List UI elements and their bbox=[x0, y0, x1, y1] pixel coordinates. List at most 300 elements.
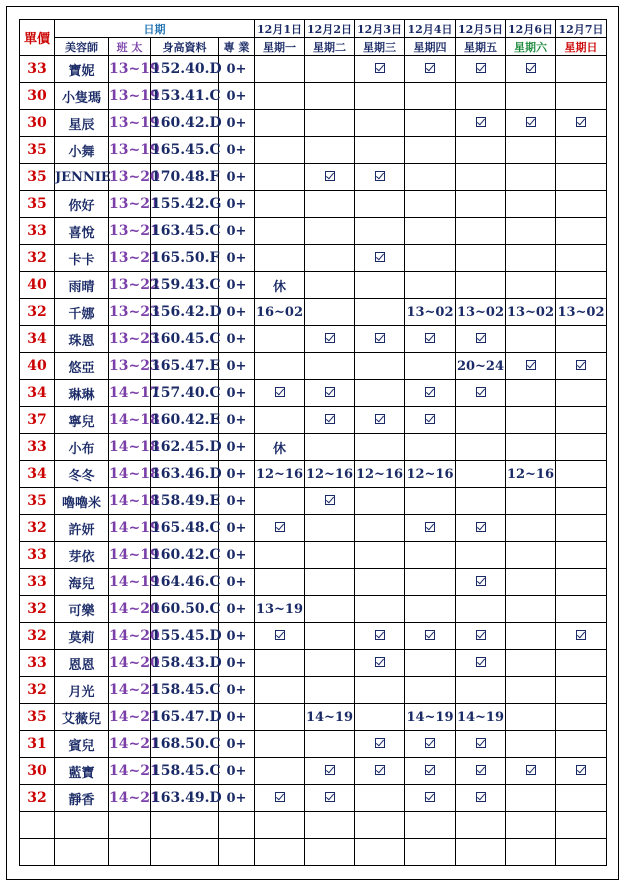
shift-cell: 13~19 bbox=[109, 137, 151, 164]
schedule-cell bbox=[305, 650, 355, 677]
schedule-cell bbox=[405, 542, 456, 569]
schedule-cell bbox=[255, 110, 305, 137]
price-header: 單價 bbox=[20, 20, 55, 56]
schedule-cell bbox=[405, 191, 456, 218]
checkbox-cell bbox=[405, 515, 456, 542]
schedule-cell bbox=[506, 542, 556, 569]
schedule-cell bbox=[405, 488, 456, 515]
specialty-cell: 0+ bbox=[219, 56, 255, 83]
checkbox-icon bbox=[325, 414, 335, 424]
schedule-cell bbox=[305, 839, 355, 866]
schedule-cell bbox=[355, 542, 405, 569]
checkbox-cell bbox=[355, 407, 405, 434]
schedule-cell: 13~02 bbox=[456, 299, 506, 326]
specialty-cell bbox=[219, 839, 255, 866]
schedule-cell bbox=[355, 596, 405, 623]
specialty-cell: 0+ bbox=[219, 245, 255, 272]
shift-cell: 14~19 bbox=[109, 542, 151, 569]
beautician-name: 芽依 bbox=[55, 542, 109, 569]
specialty-cell: 0+ bbox=[219, 731, 255, 758]
price-cell bbox=[20, 812, 55, 839]
schedule-cell bbox=[506, 380, 556, 407]
checkbox-icon bbox=[325, 333, 335, 343]
schedule-cell: 12~16 bbox=[405, 461, 456, 488]
specialty-cell: 0+ bbox=[219, 326, 255, 353]
schedule-cell bbox=[556, 191, 607, 218]
checkbox-icon bbox=[425, 63, 435, 73]
checkbox-cell bbox=[456, 785, 506, 812]
table-row bbox=[20, 137, 607, 164]
beautician-name: 喜悅 bbox=[55, 218, 109, 245]
schedule-cell: 16~02 bbox=[255, 299, 305, 326]
price-cell: 32 bbox=[20, 245, 55, 272]
profile-cell: 165.50.F bbox=[151, 245, 219, 272]
table-row bbox=[20, 353, 607, 380]
schedule-cell bbox=[355, 110, 405, 137]
profile-cell: 158.49.E bbox=[151, 488, 219, 515]
schedule-cell bbox=[405, 839, 456, 866]
weekday-header: 星期三 bbox=[355, 38, 405, 56]
specialty-cell: 0+ bbox=[219, 569, 255, 596]
table-row bbox=[20, 650, 607, 677]
schedule-cell bbox=[255, 137, 305, 164]
schedule-cell bbox=[506, 83, 556, 110]
beautician-name bbox=[55, 839, 109, 866]
schedule-cell bbox=[355, 812, 405, 839]
shift-cell: 14~21 bbox=[109, 785, 151, 812]
schedule-cell bbox=[305, 434, 355, 461]
price-cell: 30 bbox=[20, 83, 55, 110]
checkbox-cell bbox=[456, 758, 506, 785]
schedule-cell bbox=[305, 56, 355, 83]
beautician-name: 小布 bbox=[55, 434, 109, 461]
checkbox-icon bbox=[375, 765, 385, 775]
checkbox-icon bbox=[476, 333, 486, 343]
checkbox-cell bbox=[556, 353, 607, 380]
schedule-cell bbox=[456, 596, 506, 623]
schedule-cell bbox=[556, 461, 607, 488]
checkbox-cell bbox=[355, 731, 405, 758]
schedule-cell bbox=[305, 272, 355, 299]
shift-cell: 13~20 bbox=[109, 164, 151, 191]
specialty-cell: 0+ bbox=[219, 488, 255, 515]
checkbox-icon bbox=[325, 495, 335, 505]
specialty-cell: 0+ bbox=[219, 191, 255, 218]
beautician-name: 恩恩 bbox=[55, 650, 109, 677]
schedule-cell bbox=[305, 812, 355, 839]
table-row bbox=[20, 83, 607, 110]
checkbox-cell bbox=[355, 56, 405, 83]
schedule-cell bbox=[556, 326, 607, 353]
checkbox-icon bbox=[375, 630, 385, 640]
weekday-header: 星期五 bbox=[456, 38, 506, 56]
checkbox-cell bbox=[456, 56, 506, 83]
schedule-cell bbox=[255, 353, 305, 380]
schedule-cell bbox=[355, 137, 405, 164]
schedule-cell bbox=[255, 758, 305, 785]
checkbox-icon bbox=[576, 117, 586, 127]
schedule-cell bbox=[355, 488, 405, 515]
price-cell: 30 bbox=[20, 110, 55, 137]
schedule-cell bbox=[506, 326, 556, 353]
shift-cell: 14~18 bbox=[109, 461, 151, 488]
table-row bbox=[20, 110, 607, 137]
shift-cell: 14~21 bbox=[109, 704, 151, 731]
checkbox-cell bbox=[456, 569, 506, 596]
checkbox-icon bbox=[375, 63, 385, 73]
checkbox-cell bbox=[405, 758, 456, 785]
price-cell: 33 bbox=[20, 434, 55, 461]
table-row bbox=[20, 785, 607, 812]
schedule-cell bbox=[506, 434, 556, 461]
checkbox-cell bbox=[456, 650, 506, 677]
profile-cell bbox=[151, 839, 219, 866]
checkbox-cell bbox=[355, 623, 405, 650]
checkbox-icon bbox=[325, 171, 335, 181]
schedule-cell bbox=[405, 272, 456, 299]
checkbox-cell bbox=[456, 326, 506, 353]
schedule-cell bbox=[456, 461, 506, 488]
checkbox-cell bbox=[355, 758, 405, 785]
profile-cell: 164.46.C bbox=[151, 569, 219, 596]
checkbox-icon bbox=[526, 117, 536, 127]
specialty-cell: 0+ bbox=[219, 704, 255, 731]
checkbox-cell bbox=[405, 380, 456, 407]
schedule-cell bbox=[255, 542, 305, 569]
shift-cell: 14~20 bbox=[109, 596, 151, 623]
checkbox-icon bbox=[425, 333, 435, 343]
schedule-cell: 12~16 bbox=[305, 461, 355, 488]
date-header: 12月5日 bbox=[456, 20, 506, 38]
profile-cell: 165.48.C bbox=[151, 515, 219, 542]
beautician-name: 珠恩 bbox=[55, 326, 109, 353]
weekday-header-sunday: 星期日 bbox=[556, 38, 607, 56]
shift-cell: 14~21 bbox=[109, 758, 151, 785]
checkbox-cell bbox=[305, 326, 355, 353]
schedule-cell bbox=[305, 677, 355, 704]
schedule-cell bbox=[355, 83, 405, 110]
schedule-cell bbox=[355, 569, 405, 596]
shift-cell: 14~18 bbox=[109, 434, 151, 461]
schedule-cell: 14~19 bbox=[405, 704, 456, 731]
price-cell: 34 bbox=[20, 326, 55, 353]
date-header: 12月6日 bbox=[506, 20, 556, 38]
schedule-cell bbox=[456, 245, 506, 272]
shift-cell: 13~21 bbox=[109, 218, 151, 245]
table-row bbox=[20, 272, 607, 299]
shift-cell: 14~19 bbox=[109, 515, 151, 542]
checkbox-icon bbox=[375, 171, 385, 181]
specialty-cell: 0+ bbox=[219, 542, 255, 569]
checkbox-cell bbox=[456, 110, 506, 137]
schedule-cell bbox=[506, 569, 556, 596]
specialty-cell: 0+ bbox=[219, 407, 255, 434]
schedule-cell: 12~16 bbox=[355, 461, 405, 488]
schedule-cell bbox=[456, 218, 506, 245]
checkbox-icon bbox=[375, 738, 385, 748]
schedule-cell: 13~02 bbox=[506, 299, 556, 326]
specialty-header: 專 業 bbox=[219, 38, 255, 56]
schedule-cell bbox=[456, 272, 506, 299]
schedule-cell bbox=[556, 407, 607, 434]
schedule-cell bbox=[506, 596, 556, 623]
profile-cell: 159.43.C bbox=[151, 272, 219, 299]
schedule-cell bbox=[305, 110, 355, 137]
checkbox-icon bbox=[526, 360, 536, 370]
specialty-cell: 0+ bbox=[219, 596, 255, 623]
price-cell: 40 bbox=[20, 272, 55, 299]
specialty-cell: 0+ bbox=[219, 164, 255, 191]
checkbox-icon bbox=[526, 63, 536, 73]
profile-cell: 152.40.D bbox=[151, 56, 219, 83]
schedule-cell bbox=[556, 650, 607, 677]
price-cell: 33 bbox=[20, 650, 55, 677]
checkbox-icon bbox=[375, 657, 385, 667]
schedule-cell bbox=[305, 218, 355, 245]
checkbox-icon bbox=[325, 387, 335, 397]
price-cell: 32 bbox=[20, 623, 55, 650]
checkbox-icon bbox=[425, 387, 435, 397]
schedule-cell bbox=[255, 164, 305, 191]
checkbox-icon bbox=[325, 765, 335, 775]
checkbox-cell bbox=[556, 758, 607, 785]
price-cell: 35 bbox=[20, 488, 55, 515]
shift-cell: 14~20 bbox=[109, 623, 151, 650]
beautician-name: 嚕嚕米 bbox=[55, 488, 109, 515]
schedule-cell bbox=[456, 488, 506, 515]
price-cell: 34 bbox=[20, 461, 55, 488]
checkbox-icon bbox=[375, 333, 385, 343]
schedule-cell bbox=[506, 407, 556, 434]
specialty-cell: 0+ bbox=[219, 83, 255, 110]
checkbox-icon bbox=[476, 657, 486, 667]
schedule-cell bbox=[405, 245, 456, 272]
checkbox-icon bbox=[476, 792, 486, 802]
weekday-header: 星期四 bbox=[405, 38, 456, 56]
table-row bbox=[20, 245, 607, 272]
table-row bbox=[20, 299, 607, 326]
price-cell: 34 bbox=[20, 380, 55, 407]
shift-cell: 13~21 bbox=[109, 191, 151, 218]
price-cell: 30 bbox=[20, 758, 55, 785]
profile-cell: 163.45.C bbox=[151, 218, 219, 245]
schedule-cell bbox=[355, 785, 405, 812]
checkbox-cell bbox=[305, 164, 355, 191]
schedule-cell: 12~16 bbox=[506, 461, 556, 488]
weekday-header: 星期一 bbox=[255, 38, 305, 56]
schedule-cell bbox=[556, 677, 607, 704]
schedule-cell bbox=[305, 137, 355, 164]
specialty-cell: 0+ bbox=[219, 623, 255, 650]
checkbox-icon bbox=[425, 414, 435, 424]
schedule-cell bbox=[255, 218, 305, 245]
price-cell: 33 bbox=[20, 569, 55, 596]
beautician-name: 你好 bbox=[55, 191, 109, 218]
date-header: 12月7日 bbox=[556, 20, 607, 38]
checkbox-cell bbox=[405, 731, 456, 758]
schedule-cell bbox=[506, 704, 556, 731]
checkbox-cell bbox=[305, 785, 355, 812]
beautician-name: 賓兒 bbox=[55, 731, 109, 758]
profile-cell: 157.40.C bbox=[151, 380, 219, 407]
schedule-cell bbox=[305, 623, 355, 650]
specialty-cell: 0+ bbox=[219, 515, 255, 542]
shift-header: 班 太 bbox=[109, 38, 151, 56]
beautician-name: 藍寶 bbox=[55, 758, 109, 785]
schedule-cell bbox=[506, 785, 556, 812]
profile-cell: 160.42.D bbox=[151, 110, 219, 137]
schedule-cell bbox=[506, 245, 556, 272]
schedule-cell bbox=[506, 272, 556, 299]
table-row bbox=[20, 218, 607, 245]
table-row bbox=[20, 542, 607, 569]
checkbox-cell bbox=[305, 758, 355, 785]
schedule-cell bbox=[255, 407, 305, 434]
profile-cell: 155.42.G bbox=[151, 191, 219, 218]
schedule-cell bbox=[255, 488, 305, 515]
schedule-cell bbox=[506, 488, 556, 515]
price-cell: 31 bbox=[20, 731, 55, 758]
specialty-cell: 0+ bbox=[219, 137, 255, 164]
schedule-cell bbox=[556, 569, 607, 596]
profile-cell: 165.45.C bbox=[151, 137, 219, 164]
checkbox-cell bbox=[506, 110, 556, 137]
schedule-cell bbox=[456, 839, 506, 866]
schedule-cell bbox=[556, 731, 607, 758]
table-row bbox=[20, 596, 607, 623]
checkbox-icon bbox=[476, 387, 486, 397]
table-row bbox=[20, 812, 607, 839]
table-row bbox=[20, 758, 607, 785]
schedule-cell bbox=[456, 812, 506, 839]
shift-cell: 14~21 bbox=[109, 677, 151, 704]
profile-cell bbox=[151, 812, 219, 839]
schedule-cell bbox=[355, 218, 405, 245]
schedule-cell bbox=[405, 218, 456, 245]
price-cell bbox=[20, 839, 55, 866]
specialty-cell: 0+ bbox=[219, 299, 255, 326]
shift-cell: 13~19 bbox=[109, 56, 151, 83]
schedule-cell bbox=[556, 83, 607, 110]
schedule-cell bbox=[255, 326, 305, 353]
checkbox-cell bbox=[405, 326, 456, 353]
schedule-cell bbox=[255, 677, 305, 704]
price-cell: 35 bbox=[20, 704, 55, 731]
checkbox-icon bbox=[375, 414, 385, 424]
checkbox-cell bbox=[456, 515, 506, 542]
schedule-cell bbox=[556, 56, 607, 83]
checkbox-icon bbox=[275, 792, 285, 802]
schedule-cell: 13~02 bbox=[556, 299, 607, 326]
beautician-name: 寧兒 bbox=[55, 407, 109, 434]
schedule-cell bbox=[506, 164, 556, 191]
checkbox-icon bbox=[425, 630, 435, 640]
table-row bbox=[20, 434, 607, 461]
specialty-cell bbox=[219, 812, 255, 839]
profile-cell: 153.41.C bbox=[151, 83, 219, 110]
schedule-cell bbox=[556, 137, 607, 164]
shift-cell: 13~23 bbox=[109, 353, 151, 380]
shift-cell: 13~23 bbox=[109, 299, 151, 326]
checkbox-cell bbox=[255, 515, 305, 542]
table-row bbox=[20, 407, 607, 434]
checkbox-icon bbox=[526, 765, 536, 775]
schedule-cell bbox=[305, 542, 355, 569]
profile-cell: 158.43.D bbox=[151, 650, 219, 677]
checkbox-icon bbox=[476, 117, 486, 127]
price-cell: 40 bbox=[20, 353, 55, 380]
schedule-cell bbox=[355, 299, 405, 326]
date-group-header: 日期 bbox=[55, 20, 255, 38]
schedule-cell bbox=[456, 677, 506, 704]
schedule-cell bbox=[405, 650, 456, 677]
schedule-cell bbox=[506, 812, 556, 839]
schedule-cell bbox=[305, 83, 355, 110]
schedule-cell bbox=[506, 515, 556, 542]
checkbox-icon bbox=[425, 738, 435, 748]
shift-cell bbox=[109, 812, 151, 839]
beautician-name: 卡卡 bbox=[55, 245, 109, 272]
schedule-cell bbox=[305, 569, 355, 596]
schedule-cell bbox=[255, 569, 305, 596]
schedule-cell bbox=[456, 434, 506, 461]
checkbox-cell bbox=[405, 785, 456, 812]
beautician-name: 星辰 bbox=[55, 110, 109, 137]
schedule-cell bbox=[556, 785, 607, 812]
schedule-cell bbox=[405, 434, 456, 461]
table-row bbox=[20, 56, 607, 83]
schedule-cell bbox=[556, 542, 607, 569]
schedule-cell bbox=[355, 272, 405, 299]
price-cell: 32 bbox=[20, 515, 55, 542]
price-cell: 33 bbox=[20, 56, 55, 83]
table-row bbox=[20, 839, 607, 866]
checkbox-cell bbox=[305, 488, 355, 515]
table-row bbox=[20, 731, 607, 758]
schedule-cell bbox=[305, 299, 355, 326]
table-row bbox=[20, 488, 607, 515]
profile-cell: 158.45.C bbox=[151, 677, 219, 704]
schedule-cell bbox=[405, 596, 456, 623]
checkbox-icon bbox=[425, 765, 435, 775]
specialty-cell: 0+ bbox=[219, 758, 255, 785]
schedule-cell bbox=[305, 731, 355, 758]
beautician-name: 小舞 bbox=[55, 137, 109, 164]
schedule-cell bbox=[506, 731, 556, 758]
checkbox-cell bbox=[506, 353, 556, 380]
price-cell: 33 bbox=[20, 542, 55, 569]
schedule-cell bbox=[456, 542, 506, 569]
schedule-cell bbox=[355, 434, 405, 461]
schedule-table bbox=[19, 19, 607, 866]
schedule-cell bbox=[456, 137, 506, 164]
schedule-cell bbox=[305, 191, 355, 218]
checkbox-icon bbox=[476, 63, 486, 73]
shift-cell: 13~19 bbox=[109, 110, 151, 137]
schedule-cell bbox=[556, 272, 607, 299]
price-cell: 32 bbox=[20, 677, 55, 704]
profile-cell: 158.45.C bbox=[151, 758, 219, 785]
schedule-cell bbox=[355, 839, 405, 866]
schedule-cell bbox=[305, 245, 355, 272]
checkbox-cell bbox=[355, 326, 405, 353]
profile-cell: 160.42.C bbox=[151, 542, 219, 569]
checkbox-icon bbox=[576, 630, 586, 640]
price-cell: 37 bbox=[20, 407, 55, 434]
checkbox-cell bbox=[556, 623, 607, 650]
schedule-cell bbox=[506, 650, 556, 677]
beautician-name: 許妍 bbox=[55, 515, 109, 542]
